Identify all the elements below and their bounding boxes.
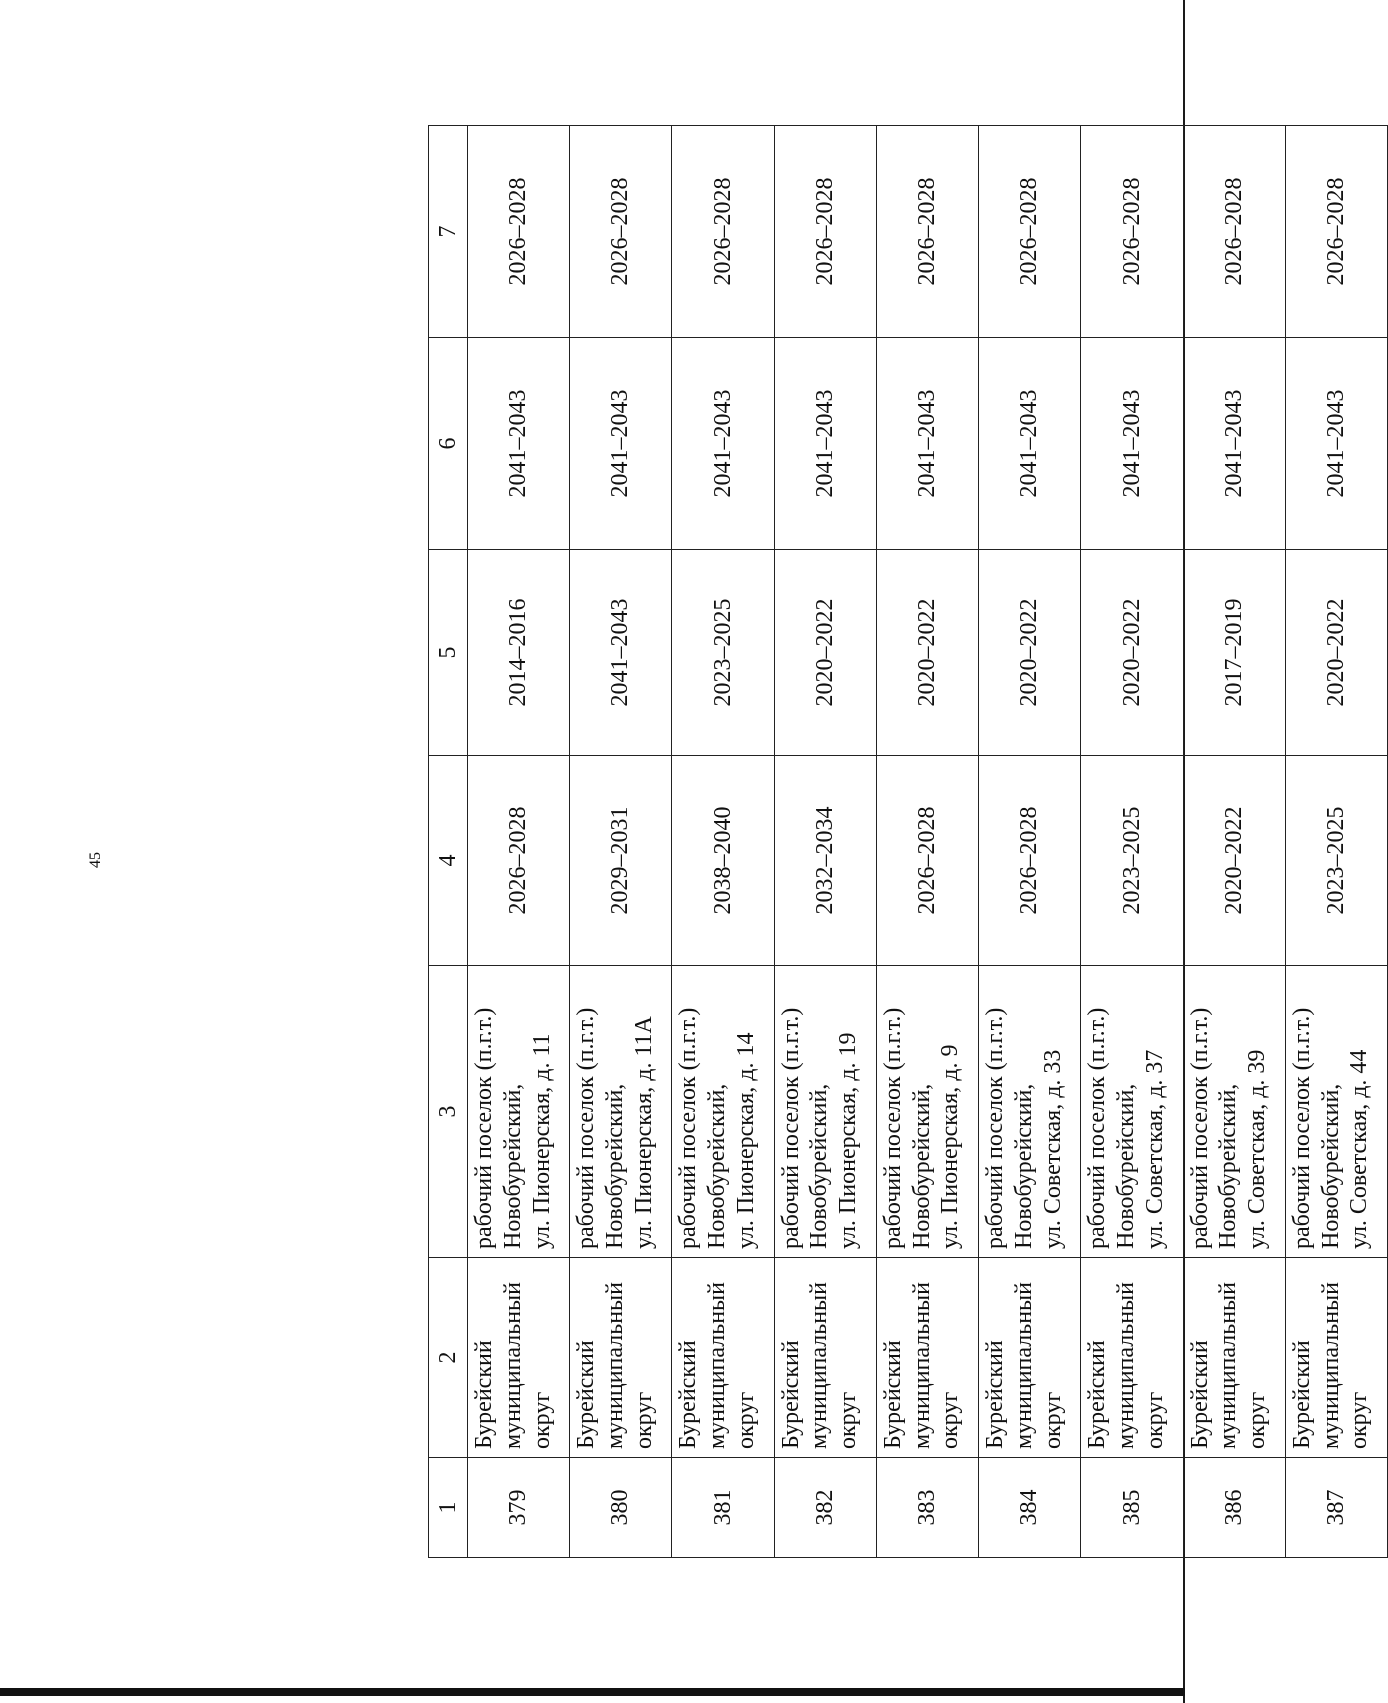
- address-line: ул. Пионерская, д. 19: [835, 1032, 862, 1249]
- district-line: муниципальный: [1113, 1281, 1140, 1449]
- district-line: округ: [1244, 1391, 1271, 1449]
- table-row: [672, 126, 774, 1558]
- period-cell-col4: 2032–2034: [774, 756, 876, 966]
- address-line: рабочий поселок (п.г.т.): [1186, 1007, 1213, 1249]
- address-cell: [1285, 966, 1387, 1258]
- period-cell-col5: 2020–2022: [979, 550, 1081, 756]
- row-number-cell: 387: [1285, 1458, 1387, 1558]
- period-cell-col7: 2026–2028: [570, 126, 672, 338]
- table-row: [774, 126, 876, 1558]
- column-header: 5: [429, 550, 468, 756]
- column-header: 6: [429, 338, 468, 550]
- period-cell-col5: 2041–2043: [570, 550, 672, 756]
- district-line: Бурейский: [471, 1340, 497, 1449]
- district-line: муниципальный: [806, 1281, 833, 1449]
- address-line: ул. Пионерская, д. 9: [937, 1044, 964, 1249]
- period-cell-col7: 2026–2028: [774, 126, 876, 338]
- column-header: 2: [429, 1258, 468, 1458]
- period-cell-col4: 2029–2031: [570, 756, 672, 966]
- district-line: Бурейский: [777, 1340, 804, 1449]
- period-cell-col6: 2041–2043: [570, 338, 672, 550]
- table-row: [876, 126, 978, 1558]
- district-cell: [1081, 1258, 1183, 1458]
- period-cell-col5: 2020–2022: [1285, 550, 1387, 756]
- period-cell-col6: 2041–2043: [672, 338, 774, 550]
- address-line: ул. Советская, д. 44: [1346, 1049, 1373, 1249]
- row-number-cell: 382: [774, 1458, 876, 1558]
- period-cell-col7: 2026–2028: [468, 126, 570, 338]
- table-row: [979, 126, 1081, 1558]
- address-line: рабочий поселок (п.г.т.): [573, 1007, 600, 1249]
- district-line: округ: [733, 1391, 760, 1449]
- address-line: Новобурейский,: [908, 1083, 935, 1249]
- period-cell-col4: 2026–2028: [468, 756, 570, 966]
- period-cell-col5: 2017–2019: [1183, 550, 1285, 756]
- district-line: Бурейский: [1186, 1340, 1213, 1449]
- header-row: [429, 126, 468, 1558]
- district-line: округ: [1346, 1391, 1373, 1449]
- row-number-cell: 381: [672, 1458, 774, 1558]
- address-cell: [876, 966, 978, 1258]
- table-row: [1081, 126, 1183, 1558]
- address-line: Новобурейский,: [1010, 1083, 1037, 1249]
- period-cell-col6: 2041–2043: [1081, 338, 1183, 550]
- address-line: ул. Советская, д. 39: [1244, 1049, 1271, 1249]
- row-number-cell: 385: [1081, 1458, 1183, 1558]
- housing-schedule-table: [428, 125, 1388, 1558]
- address-line: ул. Советская, д. 33: [1039, 1049, 1066, 1249]
- address-line: Новобурейский,: [1215, 1083, 1242, 1249]
- address-cell: [979, 966, 1081, 1258]
- period-cell-col5: 2020–2022: [774, 550, 876, 756]
- district-line: Бурейский: [1084, 1340, 1111, 1449]
- column-header: 4: [429, 756, 468, 966]
- address-line: ул. Советская, д. 37: [1141, 1049, 1168, 1249]
- period-cell-col7: 2026–2028: [876, 126, 978, 338]
- district-line: Бурейский: [879, 1340, 906, 1449]
- district-cell: [468, 1258, 570, 1458]
- row-number-cell: 386: [1183, 1458, 1285, 1558]
- address-line: Новобурейский,: [704, 1083, 731, 1249]
- address-line: ул. Пионерская, д. 14: [733, 1032, 760, 1249]
- column-header: 3: [429, 966, 468, 1258]
- address-line: рабочий поселок (п.г.т.): [471, 1007, 497, 1249]
- period-cell-col4: 2026–2028: [876, 756, 978, 966]
- address-cell: [468, 966, 570, 1258]
- period-cell-col6: 2041–2043: [1183, 338, 1285, 550]
- period-cell-col6: 2041–2043: [1285, 338, 1387, 550]
- period-cell-col7: 2026–2028: [672, 126, 774, 338]
- period-cell-col5: 2014–2016: [468, 550, 570, 756]
- address-line: рабочий поселок (п.г.т.): [777, 1007, 804, 1249]
- period-cell-col4: 2023–2025: [1081, 756, 1183, 966]
- district-cell: [876, 1258, 978, 1458]
- period-cell-col7: 2026–2028: [1081, 126, 1183, 338]
- district-line: Бурейский: [675, 1340, 702, 1449]
- period-cell-col6: 2041–2043: [468, 338, 570, 550]
- address-line: Новобурейский,: [1317, 1083, 1344, 1249]
- district-line: муниципальный: [499, 1281, 526, 1449]
- address-line: Новобурейский,: [1113, 1083, 1140, 1249]
- district-line: округ: [835, 1391, 862, 1449]
- address-line: ул. Пионерская, д. 11: [528, 1033, 555, 1249]
- period-cell-col6: 2041–2043: [979, 338, 1081, 550]
- district-cell: [1285, 1258, 1387, 1458]
- period-cell-col4: 2023–2025: [1285, 756, 1387, 966]
- address-cell: [570, 966, 672, 1258]
- period-cell-col5: 2020–2022: [876, 550, 978, 756]
- row-number-cell: 384: [979, 1458, 1081, 1558]
- district-line: муниципальный: [704, 1281, 731, 1449]
- address-cell: [1081, 966, 1183, 1258]
- address-line: рабочий поселок (п.г.т.): [675, 1007, 702, 1249]
- district-cell: [1183, 1258, 1285, 1458]
- table-row: [1183, 126, 1285, 1558]
- district-line: округ: [1141, 1391, 1168, 1449]
- district-line: округ: [937, 1391, 964, 1449]
- row-number-cell: 379: [468, 1458, 570, 1558]
- district-cell: [672, 1258, 774, 1458]
- district-line: муниципальный: [908, 1281, 935, 1449]
- table-row: [1285, 126, 1387, 1558]
- address-line: рабочий поселок (п.г.т.): [982, 1007, 1009, 1249]
- column-header: 1: [429, 1458, 468, 1558]
- period-cell-col5: 2023–2025: [672, 550, 774, 756]
- district-line: муниципальный: [1215, 1281, 1242, 1449]
- period-cell-col6: 2041–2043: [876, 338, 978, 550]
- district-line: Бурейский: [1288, 1340, 1315, 1449]
- period-cell-col7: 2026–2028: [979, 126, 1081, 338]
- period-cell-col5: 2020–2022: [1081, 550, 1183, 756]
- district-cell: [774, 1258, 876, 1458]
- district-line: муниципальный: [1010, 1281, 1037, 1449]
- table-row: [570, 126, 672, 1558]
- address-line: Новобурейский,: [602, 1083, 629, 1249]
- period-cell-col7: 2026–2028: [1183, 126, 1285, 338]
- table-row: [468, 126, 570, 1558]
- period-cell-col7: 2026–2028: [1285, 126, 1387, 338]
- address-line: Новобурейский,: [806, 1083, 833, 1249]
- district-line: муниципальный: [602, 1281, 629, 1449]
- district-cell: [979, 1258, 1081, 1458]
- district-line: округ: [630, 1391, 657, 1449]
- district-line: муниципальный: [1317, 1281, 1344, 1449]
- row-number-cell: 380: [570, 1458, 672, 1558]
- district-line: Бурейский: [982, 1340, 1009, 1449]
- district-line: округ: [528, 1391, 555, 1449]
- period-cell-col4: 2020–2022: [1183, 756, 1285, 966]
- address-line: Новобурейский,: [499, 1083, 526, 1249]
- district-line: округ: [1039, 1391, 1066, 1449]
- address-cell: [672, 966, 774, 1258]
- address-line: рабочий поселок (п.г.т.): [1288, 1007, 1315, 1249]
- district-cell: [570, 1258, 672, 1458]
- address-line: рабочий поселок (п.г.т.): [879, 1007, 906, 1249]
- column-header: 7: [429, 126, 468, 338]
- period-cell-col4: 2026–2028: [979, 756, 1081, 966]
- address-cell: [1183, 966, 1285, 1258]
- period-cell-col6: 2041–2043: [774, 338, 876, 550]
- address-line: рабочий поселок (п.г.т.): [1084, 1007, 1111, 1249]
- address-line: ул. Пионерская, д. 11А: [630, 1016, 657, 1249]
- district-line: Бурейский: [573, 1340, 600, 1449]
- table-container: [428, 126, 1388, 1558]
- page-edge-bottom: [0, 1688, 1185, 1696]
- address-cell: [774, 966, 876, 1258]
- period-cell-col4: 2038–2040: [672, 756, 774, 966]
- page-number: 45: [87, 852, 104, 868]
- row-number-cell: 383: [876, 1458, 978, 1558]
- table-body: [468, 126, 1388, 1558]
